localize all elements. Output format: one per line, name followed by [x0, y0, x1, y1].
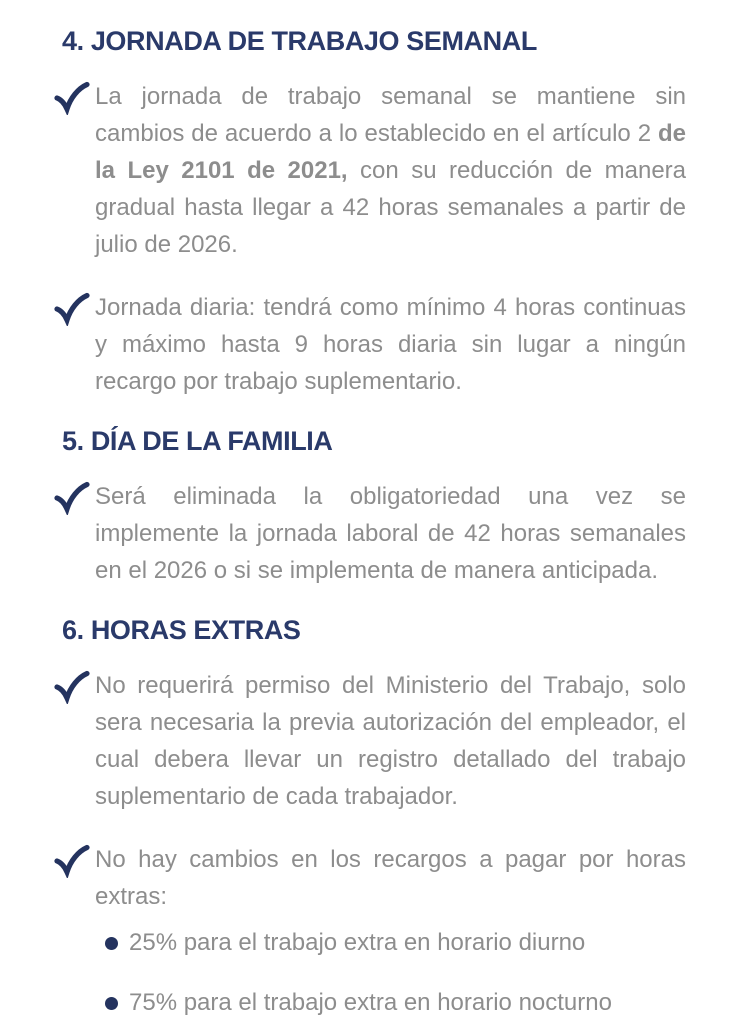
sub-bullet-item	[105, 927, 686, 959]
sub-bullet-text: 25% para el trabajo extra en horario diurno	[129, 929, 586, 956]
section-2	[62, 426, 686, 589]
text-run: No requerirá permiso del Ministerio del Trabajo, solo sera necesaria la previa autorización del empleador, el cual debera llevar un registro detallado del trabajo suplementario de cada trabajador.	[95, 672, 686, 810]
bullet-dot-icon	[105, 937, 118, 950]
section-title: 4. JORNADA DE TRABAJO SEMANAL	[62, 26, 537, 56]
checkmark-icon	[54, 841, 95, 878]
check-item	[54, 478, 686, 589]
sub-bullet-text: 75% para el trabajo extra en horario nocturno	[129, 989, 612, 1016]
check-item	[54, 78, 686, 263]
sub-bullet-item	[105, 987, 686, 1019]
text-run: No hay cambios en los recargos a pagar por horas extras:	[95, 846, 686, 910]
text-run: Será eliminada la obligatoriedad una vez se implemente la jornada laboral de 42 horas semanales en el 2026 o si se implementa de manera anticipada.	[95, 483, 686, 584]
text-run: con su reducción de manera gradual hasta llegar a 42 horas semanales a partir de julio de 2026.	[95, 157, 687, 258]
text-run: Jornada diaria: tendrá como mínimo 4 horas continuas y máximo hasta 9 horas diaria sin lugar a ningún recargo por trabajo suplementario.	[95, 294, 686, 395]
section-3	[62, 615, 686, 1019]
check-item-text	[95, 478, 686, 589]
section-title: 6. HORAS EXTRAS	[62, 615, 301, 645]
section-1	[62, 26, 686, 400]
checkmark-icon	[54, 478, 95, 515]
checkmark-icon	[54, 78, 95, 115]
bold-text-run: de la Ley 2101 de 2021,	[95, 120, 686, 184]
section-items	[62, 667, 686, 1019]
section-title: 5. DÍA DE LA FAMILIA	[62, 426, 333, 456]
text-run: La jornada de trabajo semanal se mantiene sin cambios de acuerdo a lo establecido en el artículo 2	[95, 83, 686, 147]
check-item-text	[95, 667, 686, 815]
checkmark-icon	[54, 289, 95, 326]
check-item	[54, 841, 686, 915]
checkmark-icon	[54, 667, 95, 704]
check-item	[54, 667, 686, 815]
section-items	[62, 78, 686, 400]
bullet-dot-icon	[105, 997, 118, 1010]
section-items	[62, 478, 686, 589]
check-item-text	[95, 289, 686, 400]
check-item-text	[95, 841, 686, 915]
check-item	[54, 289, 686, 400]
check-item-text	[95, 78, 686, 263]
